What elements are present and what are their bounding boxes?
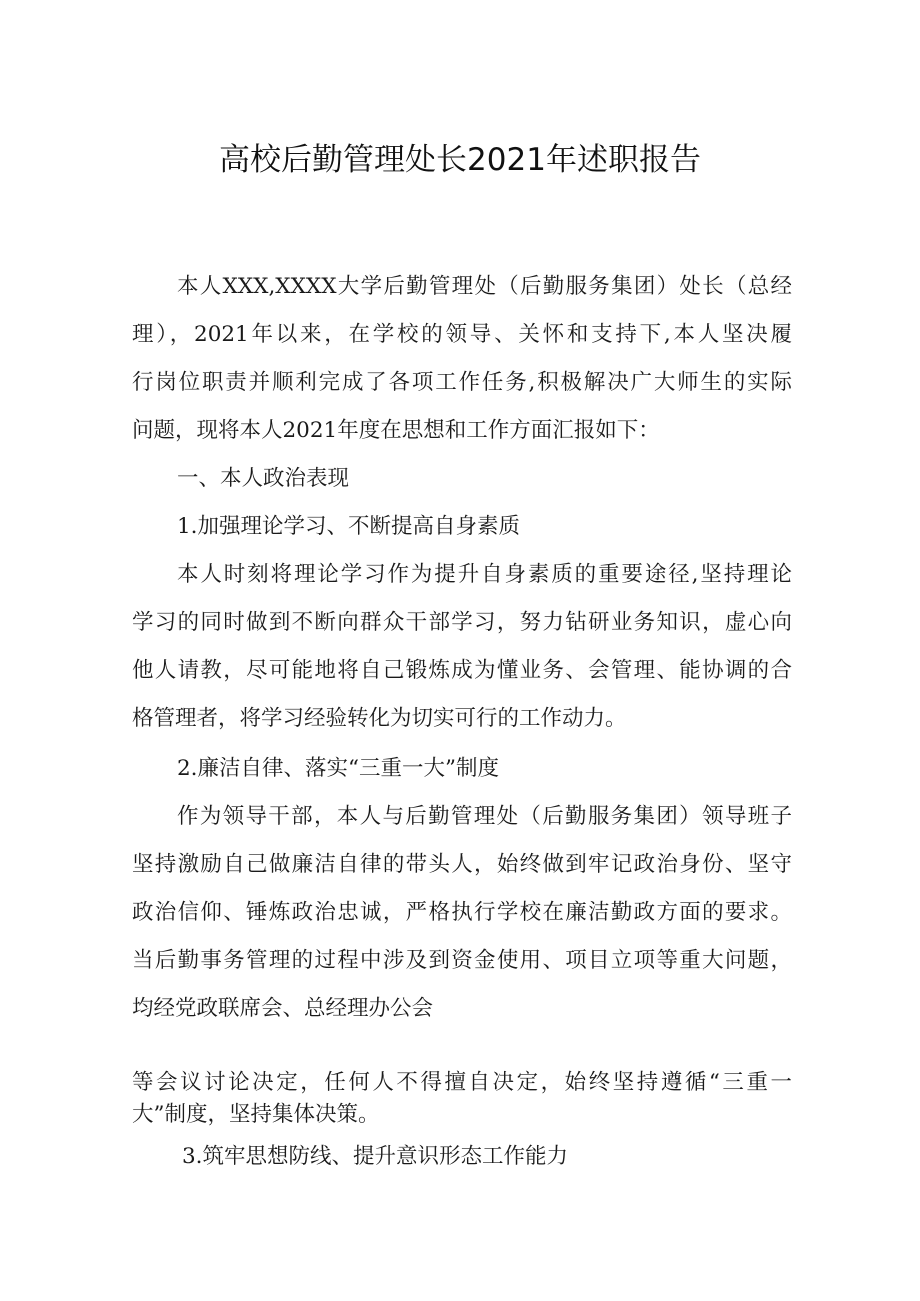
- paragraph-line: 政治信仰、锤炼政治忠诚，严格执行学校在廉洁勤政方面的要求。: [132, 900, 792, 925]
- subsection-heading: 3.筑牢思想防线、提升意识形态工作能力: [182, 1144, 569, 1169]
- paragraph-line: 他人请教，尽可能地将自己锻炼成为懂业务、会管理、能协调的合: [132, 658, 792, 683]
- subsection-heading: 2.廉洁自律、落实“三重一大”制度: [177, 756, 499, 781]
- subsection-heading: 1.加强理论学习、不断提高自身素质: [177, 514, 521, 539]
- paragraph-line: 本人XXX,XXXX大学后勤管理处（后勤服务集团）处长（总经: [177, 274, 792, 299]
- paragraph-line: 学习的同时做到不断向群众干部学习，努力钻研业务知识，虚心向: [132, 610, 792, 635]
- paragraph-line: 本人时刻将理论学习作为提升自身素质的重要途径,坚持理论: [177, 562, 792, 587]
- paragraph-line: 作为领导干部，本人与后勤管理处（后勤服务集团）领导班子: [177, 804, 792, 829]
- paragraph-line: 格管理者，将学习经验转化为切实可行的工作动力。: [132, 706, 627, 731]
- paragraph-line: 理），2021年以来，在学校的领导、关怀和支持下,本人坚决履: [132, 322, 792, 347]
- paragraph-line: 当后勤事务管理的过程中涉及到资金使用、项目立项等重大问题，: [132, 948, 792, 973]
- paragraph-line: 行岗位职责并顺利完成了各项工作任务,积极解决广大师生的实际: [132, 370, 792, 395]
- paragraph-line: 问题，现将本人2021年度在思想和工作方面汇报如下：: [132, 418, 660, 443]
- paragraph-line: 均经党政联席会、总经理办公会: [132, 996, 434, 1021]
- paragraph-line: 大”制度，坚持集体决策。: [132, 1102, 380, 1127]
- section-heading: 一、本人政治表现: [177, 466, 350, 491]
- document-title: 高校后勤管理处长2021年述职报告: [219, 142, 701, 178]
- paragraph-line: 等会议讨论决定，任何人不得擅自决定，始终坚持遵循“三重一: [132, 1070, 792, 1095]
- paragraph-line: 坚持激励自己做廉洁自律的带头人，始终做到牢记政治身份、坚守: [132, 852, 792, 877]
